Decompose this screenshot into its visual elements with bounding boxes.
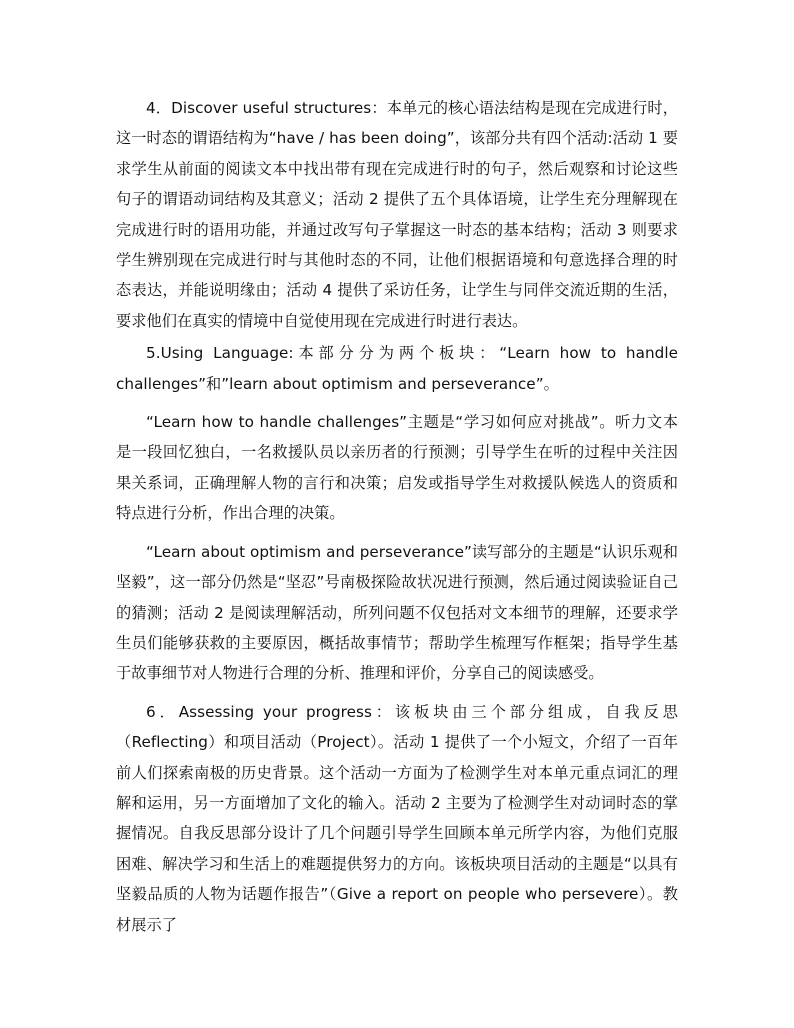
paragraph-discover-useful-structures: 4．Discover useful structures：本单元的核心语法结构是现在完成进行时，这一时态的谓语结构为“have / has been doing”，该部分共有四个活动:活动 1 要求学生从前面的阅读文本中找出带有现在完成进行时的句子，然后观察和讨论这些句子的谓语动词结构及其意义；活动 2 提供了五个具体语境，让学生充分理解现在完成进行时的语用功能，并通过改写句子掌握这一时态的基本结构；活动 3 则要求学生辨别现在完成进行时与其他时态的不同，让他们根据语境和句意选择合理的时态表达，并能说明缘由；活动 4 提供了采访任务，让学生与同伴交流近期的生活，要求他们在真实的情境中自觉使用现在完成进行时进行表达。 [116,99,678,330]
paragraph-using-language: 5.Using Language:本部分分为两个板块：“Learn how to handle challenges”和”learn about optimism and perseverance”。 [116,344,678,393]
paragraph-optimism-perseverance: “Learn about optimism and perseverance”读写部分的主题是“认识乐观和坚毅”，这一部分仍然是“坚忍”号南极探险故状况进行预测，然后通过阅读验证自己的猜测；活动 2 是阅读理解活动，所列问题不仅包括对文本细节的理解，还要求学生员们能够获救的主要原因，概括故事情节；帮助学生梳理写作框架；指导学生基于故事细节对人物进行合理的分析、推理和评价，分享自己的阅读感受。 [116,542,678,683]
paragraph-handle-challenges: “Learn how to handle challenges”主题是“学习如何应对挑战”。听力文本是一段回忆独白，一名救援队员以亲历者的行预测；引导学生在听的过程中关注因果关系词，正确理解人物的言行和决策；启发或指导学生对救援队候选人的资质和特点进行分析，作出合理的决策。 [116,413,678,523]
paragraph-assessing-progress: 6．Assessing your progress：该板块由三个部分组成，自我反思（Reflecting）和项目活动（Project）。活动 1 提供了一个小短文，介绍了一百年前人们探索南极的历史背景。这个活动一方面为了检测学生对本单元重点词汇的理解和运用，另一方面增加了文化的输入。活动 2 主要为了检测学生对动词时态的掌握情况。自我反思部分设计了几个问题引导学生回顾本单元所学内容，为他们克服困难、解决学习和生活上的难题提供努力的方向。该板块项目活动的主题是“以具有坚毅品质的人物为话题作报告”（Give a report on people who persevere）。教材展示了 [116,702,678,934]
document-body [116,93,678,942]
